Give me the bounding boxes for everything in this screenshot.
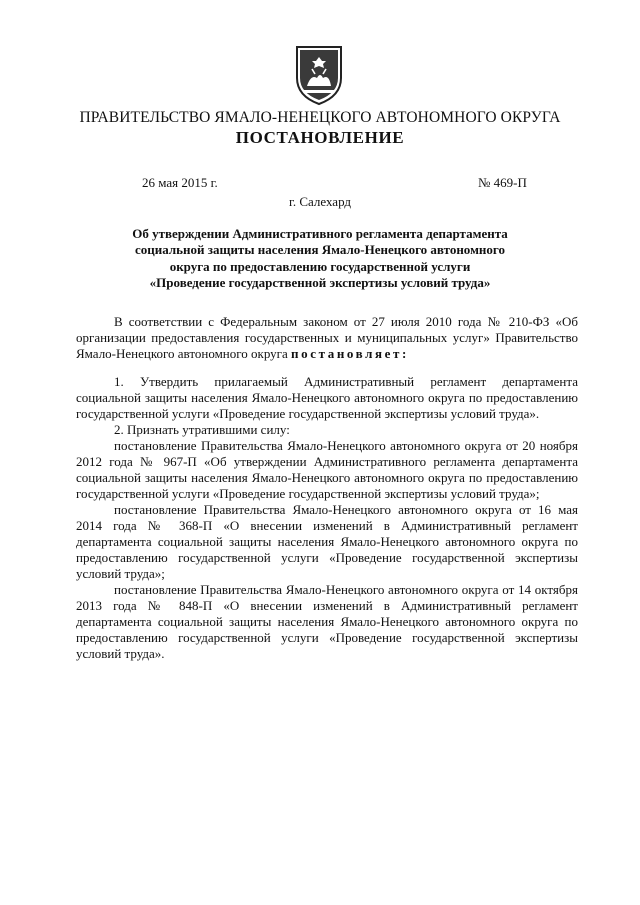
title-line: округа по предоставлению государственной услуги	[169, 258, 471, 274]
document-date: 26 мая 2015 г.	[142, 175, 218, 190]
resolution-items	[76, 374, 578, 662]
preamble-text: В соответствии с Федеральным законом от 27 июля 2010 года № 210-ФЗ «Об организации предоставления государственных и муниципальных услуг» Правительство Ямало-Ненецкого автономного округа	[76, 314, 578, 361]
title-line: Об утверждении Административного регламента департамента	[132, 226, 508, 241]
document-type: ПОСТАНОВЛЕНИЕ	[235, 128, 405, 147]
title-line: «Проведение государственной экспертизы условий труда»	[149, 274, 491, 290]
item-2: 2. Признать утратившими силу:	[114, 422, 290, 437]
decree-word: постановляет:	[291, 346, 409, 361]
organization-name: ПРАВИТЕЛЬСТВО ЯМАЛО-НЕНЕЦКОГО АВТОНОМНОГО ОКРУГА	[79, 109, 561, 126]
preamble-paragraph	[76, 314, 578, 362]
preamble	[76, 314, 578, 362]
repealed-act-3: постановление Правительства Ямало-Ненецкого автономного округа от 14 октября 2013 года № 848-П «О внесении изменений в Административный регламент департамента социальной защиты населения Ямало-Ненецкого автономного округа по предоставлению государственной услуги «Проведение государственной экспертизы условий труда».	[76, 582, 578, 661]
item-1: 1. Утвердить прилагаемый Административный регламент департамента социальной защиты населения Ямало-Ненецкого автономного округа по предоставлению государственной услуги «Проведение государственной экспертизы условий труда».	[76, 374, 578, 421]
repealed-act-1: постановление Правительства Ямало-Ненецкого автономного округа от 20 ноября 2012 года № 967-П «Об утверждении Административного регламента департамента социальной защиты населения Ямало-Ненецкого автономного округа по предоставлению государственной услуги «Проведение государственной экспертизы условий труда»;	[76, 438, 578, 501]
document-number: № 469-П	[478, 175, 527, 190]
document-title	[100, 226, 540, 291]
title-line: социальной защиты населения Ямало-Ненецкого автономного	[134, 242, 505, 258]
repealed-act-2: постановление Правительства Ямало-Ненецкого автономного округа от 16 мая 2014 года № 368-П «О внесении изменений в Административный регламент департамента социальной защиты населения Ямало-Ненецкого автономного округа по предоставлению государственной услуги «Проведение государственной экспертизы условий труда»;	[76, 502, 578, 581]
coat-of-arms-icon	[293, 44, 345, 106]
document-city: г. Салехард	[288, 194, 352, 209]
